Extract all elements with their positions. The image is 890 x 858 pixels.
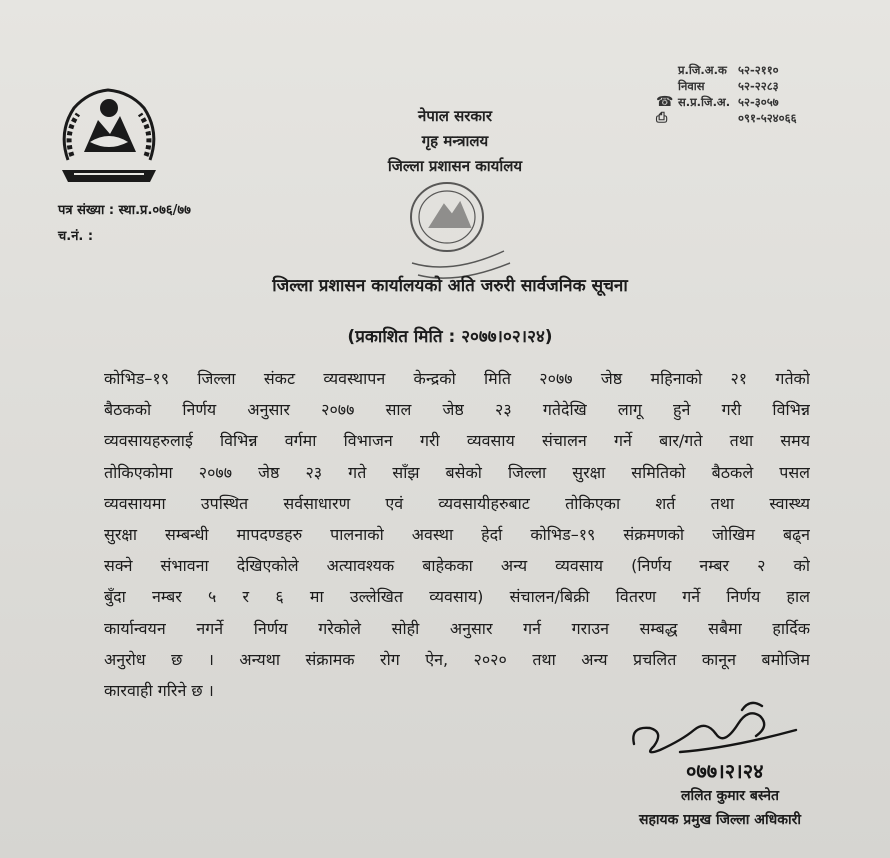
contact-block [656,62,856,126]
contact-label: निवास [678,78,705,93]
office-stamp-icon [392,165,522,290]
contact-row [656,62,856,78]
phone-icon: ☎ [656,94,674,110]
notice-title: जिल्ला प्रशासन कार्यालयको अति जरुरी सार्वजनिक सूचना [272,276,628,296]
body-line: तोकिएकोमा २०७७ जेष्ठ २३ गते साँझ बसेको जिल्ला सुरक्षा समितिको बैठकले पसल [104,462,810,482]
body-line: सक्ने संभावना देखिएकोले अत्यावश्यक बाहेकका अन्य व्यवसाय (निर्णय नम्बर २ को [104,556,810,576]
signatory-name: ललित कुमार बस्नेत [681,788,779,804]
contact-value: ५२-२२८३ [738,78,779,93]
handwritten-signature-icon [620,690,820,785]
letter-number: पत्र संख्या : स्था.प्र.०७६/७७ [58,203,191,218]
body-line: बुँदा नम्बर ५ र ६ मा उल्लेखित व्यवसाय) संचालन/बिक्री वितरण गर्ने निर्णय हाल [104,587,810,607]
contact-value: ०९१-५२४०६६ [738,110,797,125]
contact-row [656,78,856,94]
contact-value: ५२-३०५७ [738,94,779,109]
contact-row [656,110,856,126]
header-government: नेपाल सरकार [418,107,492,125]
body-line: सुरक्षा सम्बन्धी मापदण्डहरु पालनाको अवस्था हेर्दा कोभिड–१९ संक्रमणको जोखिम बढ्न [104,525,810,545]
nepal-emblem-icon [50,82,168,194]
notice-body [104,363,810,706]
contact-row [656,94,856,110]
body-line: बैठकको निर्णय अनुसार २०७७ साल जेष्ठ २३ गतेदेखि लागू हुने गरी विभिन्न [104,400,810,420]
body-line: व्यवसायहरुलाई विभिन्न वर्गमा विभाजन गरी व्यवसाय संचालन गर्ने बार/गते तथा समय [104,431,810,451]
contact-label: प्र.जि.अ.क [678,62,727,77]
contact-label: स.प्र.जि.अ. [678,94,731,109]
signature-date: ०७७।२।२४ [686,759,764,783]
published-date: (प्रकाशित मिति : २०७७।०२।२४) [347,327,553,347]
body-line: कार्यान्वयन नगर्ने निर्णय गरेकोले सोही अनुसार गर्न गराउन सम्बद्ध सबैमा हार्दिक [104,618,810,638]
body-line: अनुरोध छ । अन्यथा संक्रामक रोग ऐन, २०२० तथा अन्य प्रचलित कानून बमोजिम [104,649,810,669]
header-office: जिल्ला प्रशासन कार्यालय [387,157,523,175]
dispatch-number: च.नं. : [58,229,94,244]
header-ministry: गृह मन्त्रालय [421,132,489,150]
body-line: व्यवसायमा उपस्थित सर्वसाधारण एवं व्यवसायीहरुबाट तोकिएका शर्त तथा स्वास्थ्य [104,493,810,513]
signatory-designation: सहायक प्रमुख जिल्ला अधिकारी [639,812,801,828]
body-line: कारवाही गरिने छ । [104,681,214,701]
fax-icon: ⎙ [656,110,668,126]
contact-value: ५२-२११० [738,62,779,77]
body-line: कोभिड–१९ जिल्ला संकट व्यवस्थापन केन्द्रको मिति २०७७ जेष्ठ महिनाको २१ गतेको [104,369,810,388]
